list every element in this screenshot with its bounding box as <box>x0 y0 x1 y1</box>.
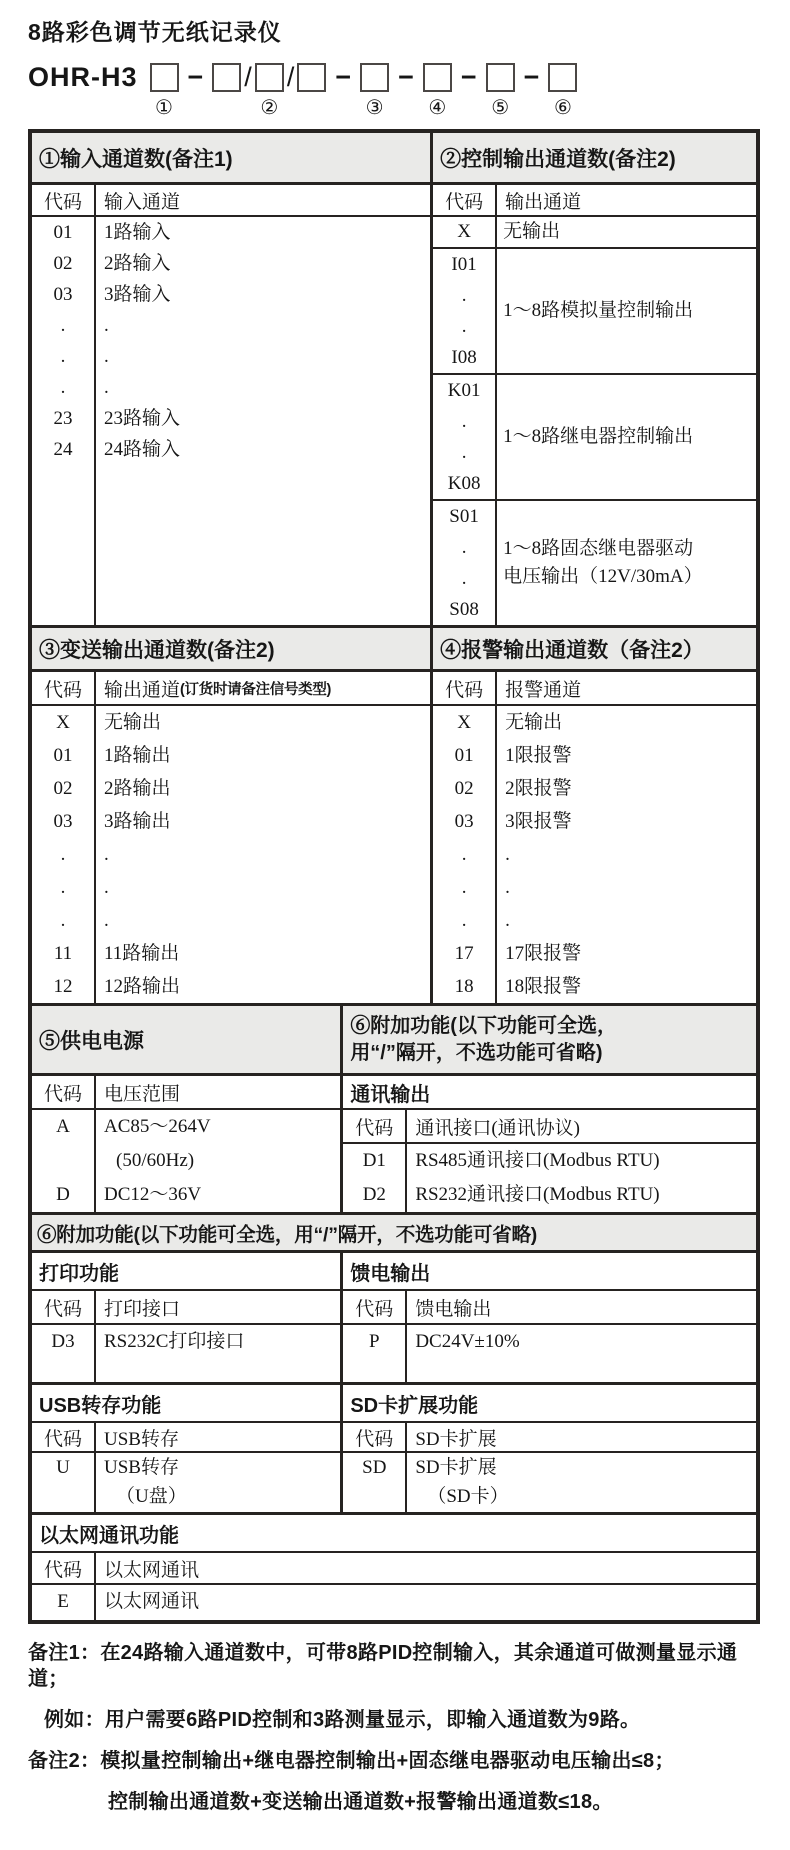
code-line: 24 <box>53 439 73 460</box>
feed-rows <box>343 1325 756 1382</box>
code-line: 12 <box>53 976 73 997</box>
code-line: . <box>461 844 467 865</box>
band-ethernet <box>32 1512 756 1620</box>
code-line: X <box>56 712 70 733</box>
section-alarm-header: ④报警输出通道数（备注2） <box>433 628 756 672</box>
desc-line: . <box>505 844 510 865</box>
code-line: . <box>60 377 66 398</box>
code-column-header: 代码 <box>32 1553 96 1583</box>
code-line: A <box>56 1116 70 1137</box>
desc-line: 2限报警 <box>505 778 572 799</box>
code-line: 01 <box>53 222 73 243</box>
code-column-header: 代码 <box>32 185 96 215</box>
code-line: 01 <box>53 745 73 766</box>
desc-line: . <box>104 844 109 865</box>
model-boxes <box>360 61 389 94</box>
model-boxes <box>150 61 179 94</box>
column-headers <box>343 1291 756 1325</box>
note-2-line2: 控制输出通道数+变送输出通道数+报警输出通道数≤18。 <box>108 1791 613 1813</box>
code-line: 02 <box>53 778 73 799</box>
section-usb <box>32 1385 343 1512</box>
desc-line: . <box>505 877 510 898</box>
model-boxes <box>486 61 515 94</box>
section-ethernet <box>32 1515 756 1620</box>
model-boxes <box>548 61 577 94</box>
desc-column-header: 报警通道 <box>505 679 582 701</box>
code-line: . <box>461 568 467 589</box>
code-cell <box>433 217 497 247</box>
section-power-supply <box>32 1006 343 1212</box>
code-column-header: 代码 <box>433 672 497 704</box>
code-column <box>343 1453 407 1512</box>
ethernet-rows <box>32 1585 756 1620</box>
desc-cell <box>497 501 756 625</box>
code-line: S08 <box>449 599 479 620</box>
code-column-header: 代码 <box>343 1110 407 1142</box>
code-column <box>32 1453 96 1512</box>
dash-separator: − <box>187 62 204 92</box>
power-rows <box>32 1110 340 1212</box>
slash-separator: / <box>286 62 295 92</box>
desc-line: USB转存 <box>104 1457 179 1478</box>
table-row <box>433 249 756 375</box>
code-line: D <box>56 1184 70 1205</box>
desc-line: 11路输出 <box>104 943 180 964</box>
desc-line: 1路输出 <box>104 745 171 766</box>
code-line: 23 <box>53 408 73 429</box>
desc-column <box>407 1325 756 1382</box>
desc-cell <box>497 217 756 247</box>
code-line: D2 <box>362 1184 386 1205</box>
model-box <box>360 63 389 92</box>
model-box <box>548 63 577 92</box>
position-label: ④ <box>428 97 447 119</box>
column-headers <box>32 1291 340 1325</box>
section-feed-output <box>343 1253 756 1382</box>
desc-line: AC85～264V <box>104 1116 211 1137</box>
position-label: ② <box>260 97 279 119</box>
section-input-channels <box>32 133 433 625</box>
desc-column <box>96 1110 340 1212</box>
desc-cell <box>497 249 756 373</box>
column-headers <box>32 1076 340 1110</box>
desc-column <box>96 217 430 625</box>
band-print-and-feed <box>32 1250 756 1382</box>
code-line: . <box>461 285 467 306</box>
transmit-rows <box>32 706 430 1003</box>
code-column-header: 代码 <box>32 1423 96 1451</box>
alarm-rows <box>433 706 756 1003</box>
desc-line: SD卡扩展 <box>415 1457 497 1478</box>
desc-column-header: SD卡扩展 <box>415 1428 497 1450</box>
section-additional-comm <box>343 1006 756 1212</box>
desc-column-header: 以太网通讯 <box>104 1559 200 1581</box>
band-input-and-control <box>32 133 756 625</box>
code-line: 02 <box>53 253 73 274</box>
desc-line: . <box>104 877 109 898</box>
desc-line: （U盘） <box>116 1486 187 1507</box>
code-column-header: 代码 <box>32 672 96 704</box>
desc-line: 1限报警 <box>505 745 572 766</box>
desc-line: RS232C打印接口 <box>104 1331 245 1352</box>
ethernet-title: 以太网通讯功能 <box>32 1515 756 1553</box>
desc-line: 无输出 <box>104 712 162 733</box>
column-headers <box>32 1553 756 1585</box>
model-position-6 <box>548 61 577 119</box>
footer-notes <box>28 1624 762 1815</box>
section-transmit-header: ③变送输出通道数(备注2) <box>32 628 430 672</box>
feed-title: 馈电输出 <box>343 1253 756 1291</box>
code-column <box>433 706 497 1003</box>
code-column <box>32 1325 96 1382</box>
code-line: 17 <box>454 943 474 964</box>
code-line: D3 <box>51 1331 75 1352</box>
sd-rows <box>343 1453 756 1512</box>
desc-column-header: 电压范围 <box>104 1083 181 1105</box>
desc-column-header <box>96 672 430 704</box>
control-output-groups <box>433 217 756 625</box>
code-column-header: 代码 <box>433 185 497 215</box>
section-additional-header <box>343 1006 756 1076</box>
code-line: X <box>457 221 471 242</box>
code-line: . <box>461 910 467 931</box>
desc-line: 1～8路固态继电器驱动 <box>503 538 694 559</box>
model-box <box>486 63 515 92</box>
desc-line: DC24V±10% <box>415 1331 520 1352</box>
additional-header-line1: ⑥附加功能(以下功能可全选， <box>350 1014 617 1037</box>
code-line: . <box>461 537 467 558</box>
desc-line: 以太网通讯 <box>104 1591 200 1612</box>
code-line: 03 <box>53 284 73 305</box>
usb-title: USB转存功能 <box>32 1385 340 1423</box>
code-cell <box>433 501 497 625</box>
desc-line: 23路输入 <box>104 408 181 429</box>
desc-line: 1～8路模拟量控制输出 <box>503 300 694 321</box>
model-position-3 <box>360 61 389 119</box>
desc-column-header: 馈电输出 <box>415 1298 492 1320</box>
section-input-header: ①输入通道数(备注1) <box>32 133 430 185</box>
section-control-header: ②控制输出通道数(备注2) <box>433 133 756 185</box>
desc-line: 无输出 <box>505 712 563 733</box>
code-line: . <box>60 910 66 931</box>
code-line: E <box>57 1591 69 1612</box>
column-headers <box>343 1423 756 1453</box>
code-column-header: 代码 <box>343 1423 407 1451</box>
code-line: P <box>369 1331 380 1352</box>
position-label: ⑤ <box>491 97 510 119</box>
desc-column-header: 通讯接口(通讯协议) <box>415 1117 580 1139</box>
desc-header-note: (订货时请备注信号类型) <box>180 681 332 698</box>
dash-separator: − <box>398 62 414 92</box>
desc-line: . <box>104 910 109 931</box>
code-line: U <box>56 1457 70 1478</box>
page-title: 8路彩色调节无纸记录仪 <box>28 19 282 45</box>
desc-line: 18限报警 <box>505 976 582 997</box>
dash-separator: − <box>523 62 540 92</box>
input-rows <box>32 217 430 625</box>
model-position-4 <box>423 61 452 119</box>
section-control-output <box>433 133 756 625</box>
model-position-5 <box>486 61 515 119</box>
desc-line: 电压输出（12V/30mA） <box>503 566 703 587</box>
code-line: K01 <box>447 380 481 401</box>
code-line: I08 <box>451 347 477 368</box>
desc-line: . <box>104 346 109 367</box>
desc-column-header: USB转存 <box>104 1428 179 1450</box>
model-prefix: OHR-H3 <box>28 62 138 92</box>
additional-functions-banner: ⑥附加功能(以下功能可全选，用“/”隔开，不选功能可省略) <box>32 1212 756 1250</box>
code-line: . <box>60 346 66 367</box>
table-row <box>433 375 756 501</box>
code-line: S01 <box>449 506 479 527</box>
usb-rows <box>32 1453 340 1512</box>
column-headers <box>433 185 756 217</box>
sd-title: SD卡扩展功能 <box>343 1385 756 1423</box>
table-row <box>433 217 756 249</box>
note-2: 备注2：模拟量控制输出+继电器控制输出+固态继电器驱动电压输出≤8； <box>28 1750 675 1772</box>
comm-rows <box>343 1144 756 1212</box>
print-rows <box>32 1325 340 1382</box>
desc-line: . <box>104 315 109 336</box>
desc-line: 24路输入 <box>104 439 181 460</box>
column-headers <box>32 185 430 217</box>
code-cell <box>433 375 497 499</box>
desc-line: 3路输入 <box>104 284 171 305</box>
desc-line: 2路输出 <box>104 778 171 799</box>
model-box <box>255 63 284 92</box>
code-column-header: 代码 <box>343 1291 407 1323</box>
code-line: . <box>60 844 66 865</box>
desc-line: 3限报警 <box>505 811 572 832</box>
band-transmit-and-alarm <box>32 625 756 1003</box>
code-line: SD <box>362 1457 387 1478</box>
desc-column <box>96 706 430 1003</box>
column-headers <box>32 1423 340 1453</box>
code-line: X <box>457 712 471 733</box>
desc-header-text: 输出通道 <box>104 679 181 701</box>
model-boxes <box>212 61 326 94</box>
desc-line: RS485通讯接口(Modbus RTU) <box>415 1150 660 1171</box>
code-column <box>343 1144 407 1212</box>
desc-column <box>407 1144 756 1212</box>
code-line <box>32 1144 94 1178</box>
band-usb-and-sd <box>32 1382 756 1512</box>
desc-line: 12路输出 <box>104 976 181 997</box>
desc-column-header: 打印接口 <box>104 1298 181 1320</box>
section-alarm-output <box>433 628 756 1003</box>
code-line: K08 <box>447 473 481 494</box>
position-label: ⑥ <box>553 97 572 119</box>
desc-line: 3路输出 <box>104 811 171 832</box>
model-box <box>150 63 179 92</box>
model-box <box>423 63 452 92</box>
code-line: 11 <box>53 943 73 964</box>
note-1-example: 例如：用户需要6路PID控制和3路测量显示，即输入通道数为9路。 <box>44 1709 641 1731</box>
code-line: I01 <box>451 254 477 275</box>
code-cell <box>433 249 497 373</box>
desc-line: 无输出 <box>503 221 561 242</box>
column-headers <box>32 672 430 706</box>
code-line: . <box>60 877 66 898</box>
desc-line: 1～8路继电器控制输出 <box>503 426 694 447</box>
code-column <box>32 1110 96 1212</box>
column-headers <box>433 672 756 706</box>
section-power-header: ⑤供电电源 <box>32 1006 340 1076</box>
model-position-1 <box>150 61 179 119</box>
desc-column <box>96 1453 340 1512</box>
code-line: . <box>461 411 467 432</box>
section-print <box>32 1253 343 1382</box>
desc-line: RS232通讯接口(Modbus RTU) <box>415 1184 660 1205</box>
desc-line: DC12～36V <box>104 1184 202 1205</box>
code-line: . <box>461 442 467 463</box>
print-title: 打印功能 <box>32 1253 340 1291</box>
desc-column <box>407 1453 756 1512</box>
code-line: 03 <box>454 811 474 832</box>
ordering-table <box>28 129 760 1624</box>
desc-column <box>96 1585 756 1620</box>
comm-output-title: 通讯输出 <box>343 1076 756 1110</box>
code-line: 03 <box>53 811 73 832</box>
slash-separator: / <box>244 62 252 92</box>
desc-line: 2路输入 <box>104 253 171 274</box>
note-1: 备注1：在24路输入通道数中，可带8路PID控制输入，其余通道可做测量显示通道； <box>28 1642 738 1690</box>
desc-column-header: 输出通道 <box>505 191 582 213</box>
table-row <box>433 501 756 625</box>
code-line: . <box>60 315 66 336</box>
code-line: 01 <box>454 745 474 766</box>
band-power-and-additional <box>32 1003 756 1212</box>
desc-line: （SD卡） <box>427 1486 509 1507</box>
code-line: . <box>461 877 467 898</box>
desc-line: (50/60Hz) <box>116 1150 195 1171</box>
section-transmit-output <box>32 628 433 1003</box>
desc-cell <box>497 375 756 499</box>
section-sd <box>343 1385 756 1512</box>
desc-column <box>96 1325 340 1382</box>
position-label: ③ <box>365 97 384 119</box>
code-line: 18 <box>454 976 474 997</box>
code-line: D1 <box>362 1150 386 1171</box>
column-headers <box>343 1110 756 1144</box>
code-column <box>343 1325 407 1382</box>
dash-separator: − <box>460 62 477 92</box>
code-column <box>32 1585 96 1620</box>
code-column-header: 代码 <box>32 1076 96 1108</box>
code-column <box>32 706 96 1003</box>
model-box <box>297 63 326 92</box>
model-position-2 <box>212 61 326 119</box>
desc-column-header: 输入通道 <box>104 191 181 213</box>
dash-separator: − <box>335 62 352 92</box>
model-box <box>212 63 241 92</box>
code-line: . <box>461 316 467 337</box>
desc-line: 17限报警 <box>505 943 582 964</box>
desc-line: . <box>505 910 510 931</box>
code-line: 02 <box>454 778 474 799</box>
code-column-header: 代码 <box>32 1291 96 1323</box>
desc-line: . <box>104 377 109 398</box>
position-label: ① <box>155 97 173 119</box>
code-column <box>32 217 96 625</box>
model-code-line <box>28 61 762 119</box>
model-boxes <box>423 61 452 94</box>
desc-line: 1路输入 <box>104 222 171 243</box>
desc-column <box>497 706 756 1003</box>
additional-header-line2: 用“/”隔开，不选功能可省略) <box>350 1041 603 1064</box>
